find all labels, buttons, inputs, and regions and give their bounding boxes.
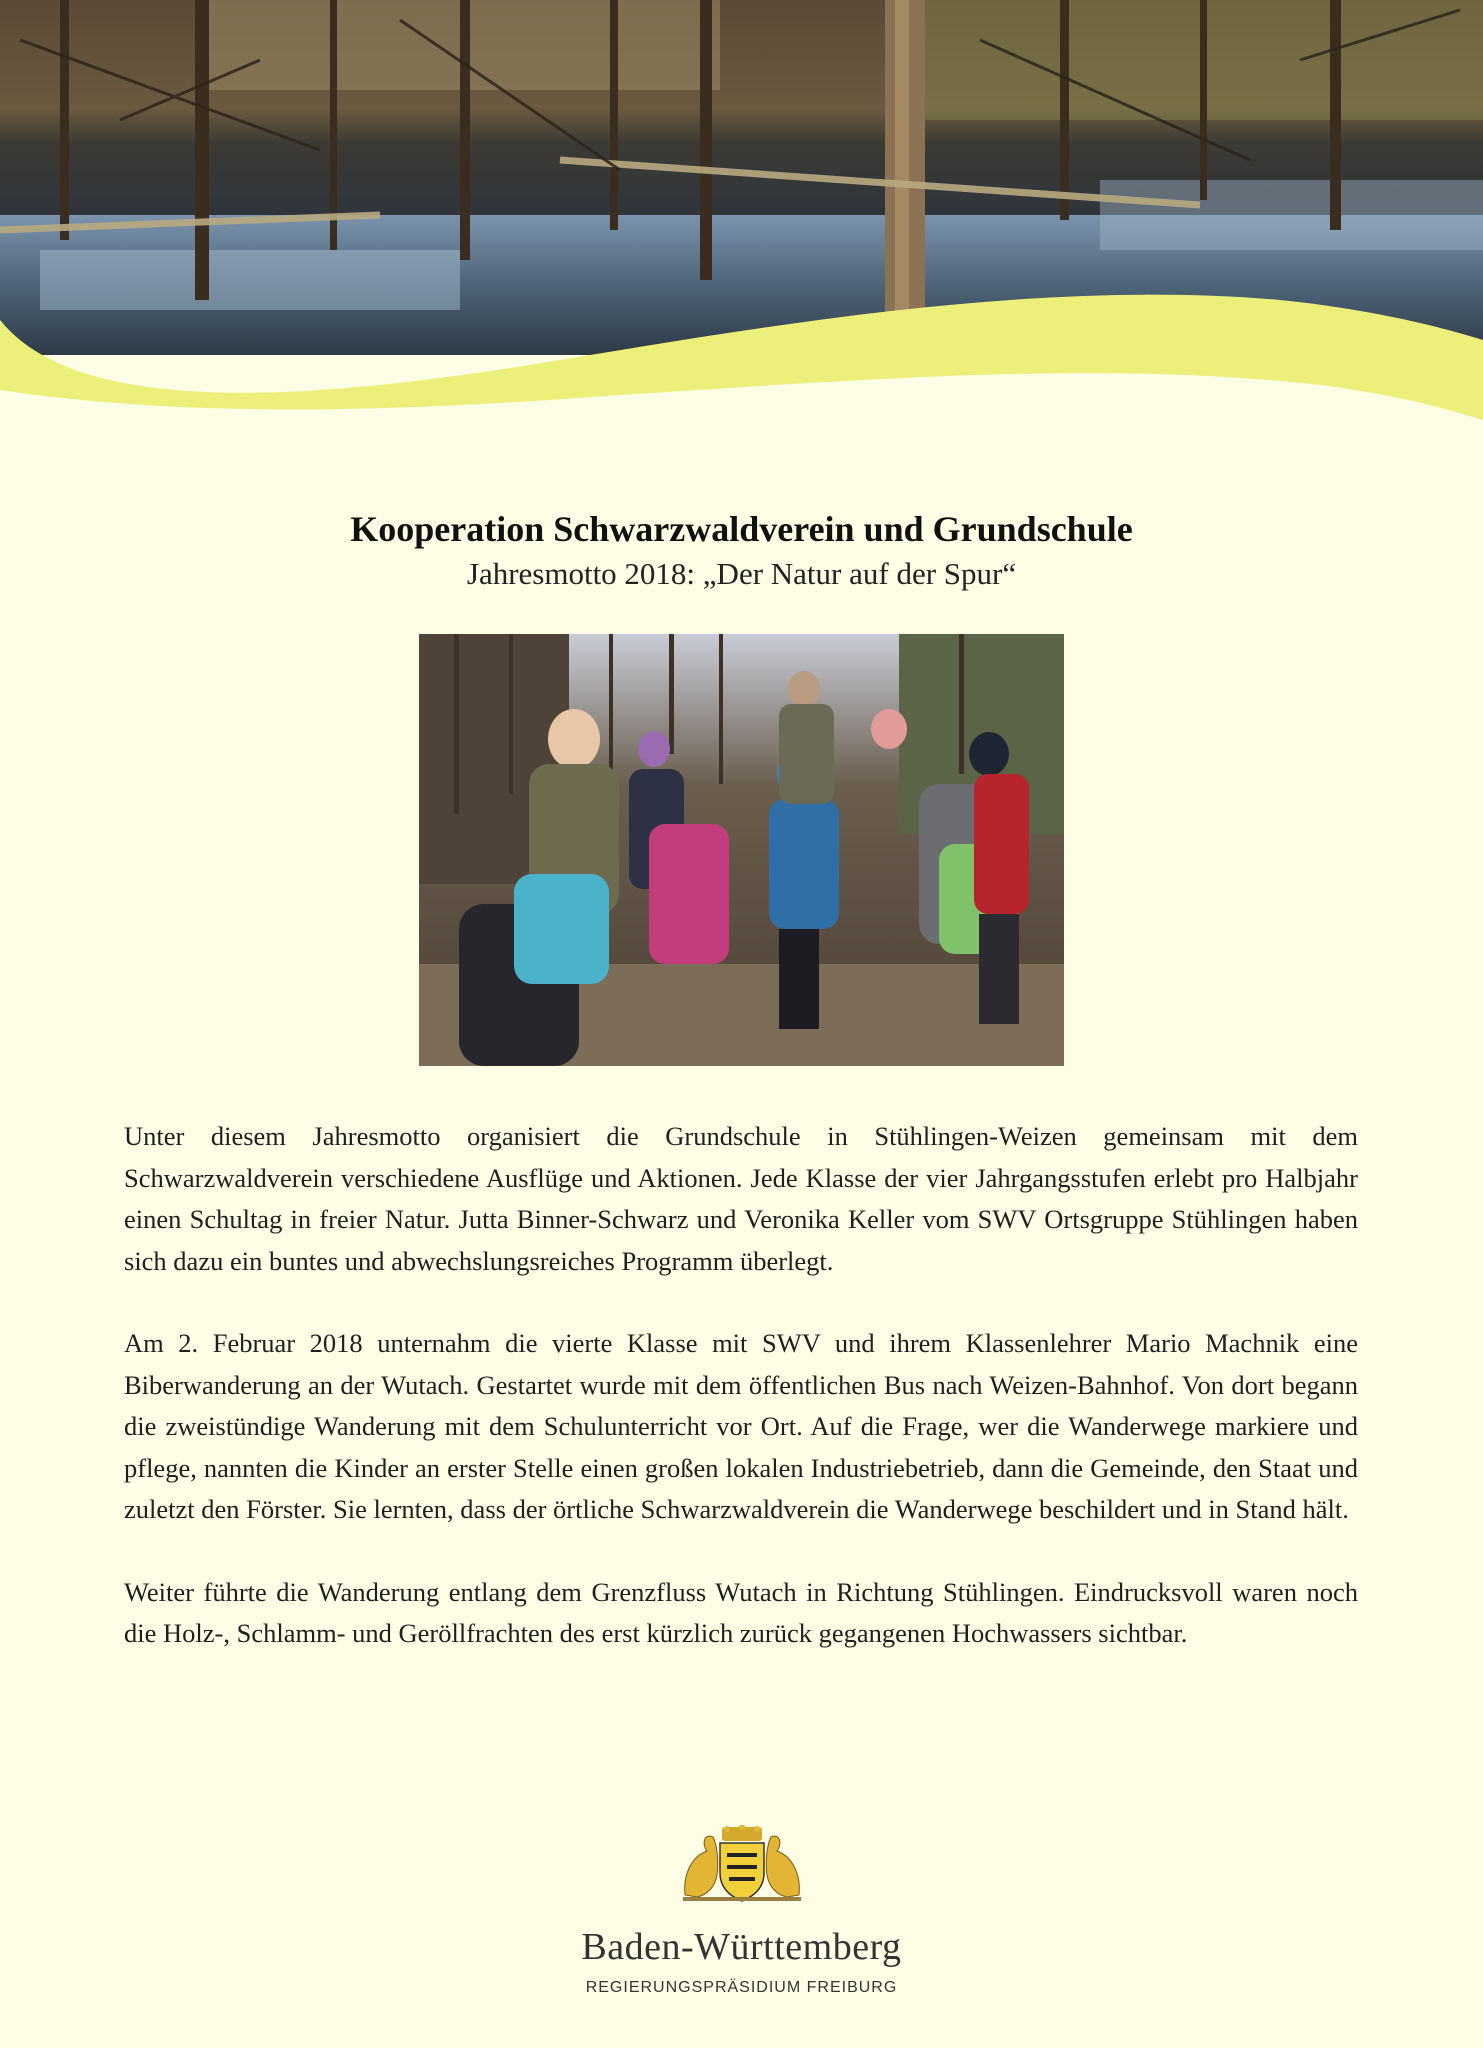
header-banner-image: [0, 0, 1483, 440]
coat-of-arms-icon: [677, 1825, 807, 1903]
paragraph-intro: Unter diesem Jahresmotto organisiert die Grundschule in Stühlingen-Weizen gemeinsam mit dem Schwarzwaldverein verschiedene Ausflüge und Aktionen. Jede Klasse der vier Jahrgangsstufen erlebt pro Halbjahr einen Schultag in freier Natur. Jutta Binner-Schwarz und Veronika Keller vom SWV Ortsgruppe Stühlingen haben sich dazu ein buntes und abwechslungsreiches Programm überlegt.: [124, 1121, 1358, 1276]
page-subtitle: Jahresmotto 2018: „Der Natur auf der Spur“: [466, 556, 1017, 591]
article-body: [124, 1116, 1358, 1696]
footer-authority-name: REGIERUNGSPRÄSIDIUM FREIBURG: [585, 1979, 898, 1996]
title-block: [0, 505, 1483, 595]
paragraph-hike: Am 2. Februar 2018 unternahm die vierte Klasse mit SWV und ihrem Klassenlehrer Mario Machnik eine Biberwanderung an der Wutach. Gestartet wurde mit dem öffentlichen Bus nach Weizen-Bahnhof. Von dort begann die zweistündige Wanderung mit dem Schulunterricht vor Ort. Auf die Frage, wer die Wanderwege markiere und pflege, nannten die Kinder an erster Stelle einen großen lokalen Industriebetrieb, dann die Gemeinde, den Staat und zuletzt den Förster. Sie lernten, dass der örtliche Schwarzwaldverein die Wanderwege beschildert und in Stand hält.: [124, 1328, 1358, 1524]
page-title: Kooperation Schwarzwaldverein und Grundschule: [350, 509, 1133, 549]
footer-state-name: Baden-Württemberg: [581, 1926, 902, 1968]
footer-logo: [0, 1825, 1483, 1997]
paragraph-river: Weiter führte die Wanderung entlang dem Grenzfluss Wutach in Richtung Stühlingen. Eindrucksvoll waren noch die Holz-, Schlamm- und Geröllfrachten des erst kürzlich zurück gegangenen Hochwassers sichtbar.: [124, 1576, 1358, 1648]
group-photo-image: [419, 634, 1064, 1066]
